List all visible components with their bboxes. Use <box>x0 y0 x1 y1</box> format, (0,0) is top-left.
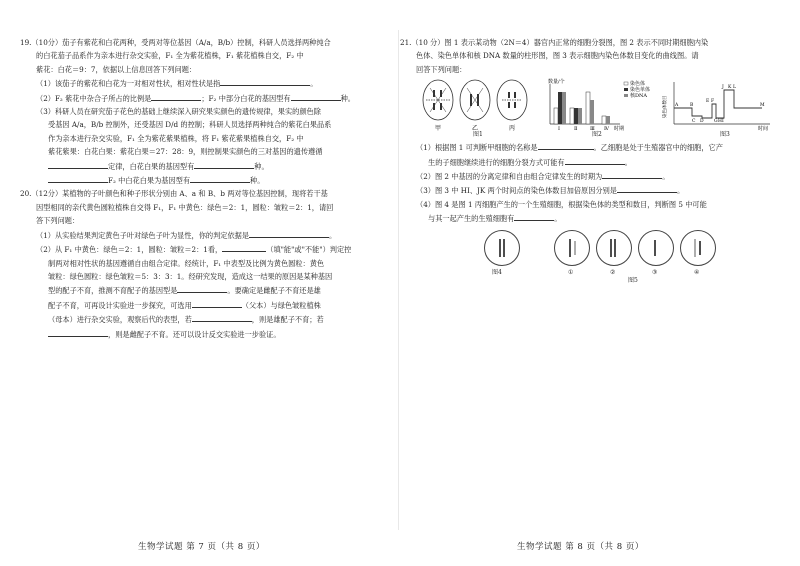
fig2-caption: 图2 <box>592 131 602 139</box>
q19-part2-text: （2）F₂ 紫花中杂合子所占的比例是 <box>36 93 152 103</box>
q21-part1-text2: 。乙细胞是处于生殖器官中的细胞，它产 <box>593 143 723 153</box>
fig5-cell-4 <box>680 230 716 266</box>
fig5-cell-3-chromosome <box>639 231 673 265</box>
q19-part3-line5 <box>20 159 382 173</box>
q19-stem-line2: 的白花茄子品系作为亲本进行杂交实验，F₁ 全为紫花植株，F₁ 紫花植株自交，F₂ 中 <box>36 51 304 61</box>
fig5-label-3: ③ <box>652 268 658 276</box>
q19-part1 <box>20 76 382 90</box>
answer-blank[interactable] <box>48 159 108 169</box>
q20-part2-text6b: ，则是雄配子不育；若 <box>251 315 324 325</box>
fig3-pt-11: L <box>733 85 736 91</box>
fig2-bars <box>554 92 610 124</box>
fig1-label-yi: 乙 <box>472 125 479 133</box>
q19-part3-line1: （3）科研人员在研究茄子花色的基础上继续深入研究果实颜色的遗传规律，果实的颜色除 <box>36 107 321 117</box>
q21-part3 <box>400 183 780 197</box>
q20-part2-text1: （2）从 F₁ 中黄色：绿色＝2：1，圆粒：皱粒＝2：1看， <box>36 245 223 255</box>
answer-blank[interactable] <box>538 140 594 150</box>
fig5-cell-4-chromosome <box>681 231 715 265</box>
fig3-pt-6: G <box>714 119 718 125</box>
q20-part2-line1 <box>20 242 382 256</box>
answer-blank[interactable] <box>291 91 341 101</box>
q21-part4-end: 。 <box>554 214 562 224</box>
q21-part1-end: 。 <box>624 157 632 167</box>
answer-blank[interactable] <box>222 242 266 252</box>
q21-part4-text: 与其一起产生的生殖细胞有 <box>428 214 515 224</box>
fig4-chromosome <box>485 231 519 265</box>
q21-part4-line1: （4）图 4 是图 1 丙细胞产生的一个生殖细胞，根据染色体的类型和数目，判断图 5 中可能 <box>416 199 707 209</box>
q20-part2-line7 <box>20 327 382 341</box>
fig5-label-4: ④ <box>694 268 700 276</box>
fig2-cat-0: Ⅰ <box>558 126 560 133</box>
q20-part2-text5b: （父本）与绿色皱粒植株 <box>241 300 321 310</box>
q20-stem-line3: 答下列问题： <box>36 216 80 226</box>
fig5-cell-1 <box>554 230 590 266</box>
q19-part3-text5: 定律，白花白果的基因型有 <box>108 161 195 171</box>
fig5-caption: 图5 <box>628 276 638 284</box>
q21-part1-line1 <box>400 140 780 154</box>
q21-part2 <box>400 169 780 183</box>
q19-part1-end: 。 <box>310 79 318 89</box>
q19-part3-line2: 受基因 A/a，B/b 控制外，还受基因 D/d 的控制；科研人员选择两种纯合的紫花白果品系 <box>48 120 332 130</box>
q20-part1 <box>20 228 382 242</box>
q21-stem-line1: 21.（10 分）图 1 表示某动物（2N＝4）器官内正常的细胞分裂图，图 2 表示不同时期细胞内染 <box>400 38 709 47</box>
answer-blank[interactable] <box>151 91 201 101</box>
answer-blank[interactable] <box>190 173 250 183</box>
q19-part3-end6: 种。 <box>250 176 265 186</box>
q21-part1-text: （1）根据图 1 可判断甲细胞的名称是 <box>416 143 538 153</box>
answer-blank[interactable] <box>220 76 310 86</box>
fig5-cell-3 <box>638 230 674 266</box>
fig3-pt-9: J <box>722 85 724 91</box>
q20-part2-line4 <box>20 283 382 297</box>
q19-part2-end: 种。 <box>340 93 355 103</box>
left-page-footer: 生物学试题 第 7 页（共 8 页） <box>138 542 265 552</box>
q20-part2-text4b: 。要确定是雌配子不育还是雄 <box>227 286 321 296</box>
q19-part2 <box>20 91 382 105</box>
q21-part1-line2 <box>400 155 780 169</box>
left-column <box>20 36 382 341</box>
figures-row <box>400 78 780 139</box>
fig2-ylabel: 数量/个 <box>548 79 565 86</box>
right-page <box>400 0 800 566</box>
q20-part2-text6: （母本）进行杂交实验，观察后代的表型，若 <box>48 315 192 325</box>
fig2-legend-2: 核DNA <box>630 93 647 100</box>
q21-part3-end: 。 <box>676 186 685 196</box>
q19-part3-end5: 种。 <box>254 161 269 171</box>
answer-blank[interactable] <box>48 327 108 337</box>
fig3-pt-12: M <box>760 103 765 109</box>
q20-part2-text7: ，则是雌配子不育。还可以设计反交实验进一步验证。 <box>108 329 281 339</box>
q20-stem-line2: 因型相同的亲代黄色圆粒植株自交得 F₁，F₁ 中黄色：绿色＝2：1，圆粒：皱粒＝2：1，请回 <box>36 202 334 212</box>
fig3-pt-3: D <box>700 119 704 125</box>
q19-part2-mid: ；F₂ 中部分白花的基因型有 <box>201 93 291 103</box>
fig3-pt-4: E <box>706 99 710 105</box>
q19-part3-line3: 作为亲本进行杂交实验，F₁ 全为紫花紫果植株，将 F₁ 紫花紫果植株自交，F₂ 中 <box>48 133 304 143</box>
q20-part1-end: 。 <box>329 230 337 240</box>
fig3-pt-7: H <box>718 119 722 125</box>
fig1-label-bing: 丙 <box>509 125 516 133</box>
answer-blank[interactable] <box>177 283 227 293</box>
q20-part2-line5 <box>20 298 382 312</box>
answer-blank[interactable] <box>565 155 625 165</box>
q20-part2-line3: 皱粒：绿色圆粒：绿色皱粒＝5：3：3：1。经研究发现，造成这一结果的原因是某种基因 <box>48 271 333 281</box>
answer-blank[interactable] <box>192 298 242 308</box>
q21-stem-line2: 色体、染色单体和核 DNA 数量的柱形图，图 3 表示细胞内染色体数目变化的曲线图。请 <box>416 51 699 61</box>
figures-4-5 <box>400 230 780 284</box>
right-page-footer: 生物学试题 第 8 页（共 8 页） <box>517 542 644 552</box>
q21-part4-line2 <box>400 211 780 225</box>
q21-part2-text: （2）图 2 中基因的分离定律和自由组合定律发生的时期为 <box>416 172 603 182</box>
fig2-cat-3: Ⅳ <box>604 126 609 133</box>
fig5-cell-1-chromosome <box>555 231 589 265</box>
fig5-label-1: ① <box>568 268 574 276</box>
answer-blank[interactable] <box>194 159 254 169</box>
q21-part1-text3: 生的子细胞继续进行的细胞分裂方式可能有 <box>428 157 565 167</box>
fig2-cat-2: Ⅲ <box>590 126 595 133</box>
q20-part2-text4: 型的配子不育，推测不育配子的基因型是 <box>48 286 178 296</box>
fig4-caption: 图4 <box>492 268 502 276</box>
fig2-cat-1: Ⅱ <box>574 126 578 133</box>
q19-part3-line6 <box>20 173 382 187</box>
q20-stem-line1: 20.（12分）某植物的子叶颜色和种子形状分别由 A、a 和 B、b 两对等位基因控制，现将若干基 <box>20 189 328 199</box>
answer-blank[interactable] <box>48 173 108 183</box>
fig2-legend-0: 染色体 <box>630 81 646 88</box>
q21-part3-text: （3）图 3 中 HI、JK 两个时间点的染色体数目加倍原因分别是 <box>416 186 617 196</box>
fig2-cat-4: 时期 <box>614 126 625 133</box>
fig2-legend-1: 染色单体 <box>630 87 651 94</box>
fig3-pt-0: A <box>675 103 679 109</box>
q19-part3-text6: F₂ 中白花白果为基因型有 <box>108 176 191 186</box>
fig3-pt-10: K <box>728 85 732 91</box>
fig5-label-2: ② <box>610 268 616 276</box>
q20-part1-text: （1）从实验结果判定黄色子叶对绿色子叶为显性，你的判定依据是 <box>36 230 250 240</box>
fig3-xlabel: 时间 <box>758 126 769 133</box>
fig5-cell-2 <box>596 230 632 266</box>
fig3-pt-2: C <box>692 119 696 125</box>
fig1-caption: 图1 <box>473 131 483 139</box>
answer-blank[interactable] <box>602 169 662 179</box>
q20-part2-text5: 配子不育，可再设计实验进一步探究，可选用 <box>48 300 192 310</box>
fig3-caption: 图3 <box>720 131 730 139</box>
fig3-ylabel: 染色体数目 <box>663 95 668 119</box>
q20-part2-line2: 制两对相对性状的基因遵循自由组合定律。经统计，F₁ 中表型及比例为黄色圆粒：黄色 <box>48 258 325 268</box>
fig3-pt-5: F <box>711 99 715 105</box>
q19-part3-line4: 紫花紫果：白花白果：紫花白果＝27：28：9，则控制果实颜色的三对基因的遗传遵循 <box>48 147 323 157</box>
q19-stem-line3: 紫花：白花＝9：7，依据以上信息回答下列问题： <box>36 64 197 74</box>
fig3-pt-1: B <box>690 103 694 109</box>
answer-blank[interactable] <box>249 228 329 238</box>
answer-blank[interactable] <box>617 183 677 193</box>
fig1-label-jia: 甲 <box>435 125 442 133</box>
q19-part1-text: （1）该茄子的紫花和白花为一对相对性状，相对性状是指 <box>36 79 221 89</box>
fig4-cell <box>484 230 520 266</box>
fig3-pt-8: I <box>722 119 724 125</box>
q21-part2-end: 。 <box>662 172 670 182</box>
fig5-cell-2-chromosome <box>597 231 631 265</box>
answer-blank[interactable] <box>192 312 252 322</box>
q19-stem-line1: 19.（10分）茄子有紫花和白花两种，受两对等位基因（A/a，B/b）控制，科研人员选择两种纯合 <box>20 38 331 47</box>
q20-part2-line6 <box>20 312 382 326</box>
right-column <box>400 36 780 284</box>
q21-stem-line3: 回答下列问题： <box>416 64 467 74</box>
q20-part2-text1b: （填"能"或"不能"）判定控 <box>266 245 352 255</box>
answer-blank[interactable] <box>514 211 554 221</box>
